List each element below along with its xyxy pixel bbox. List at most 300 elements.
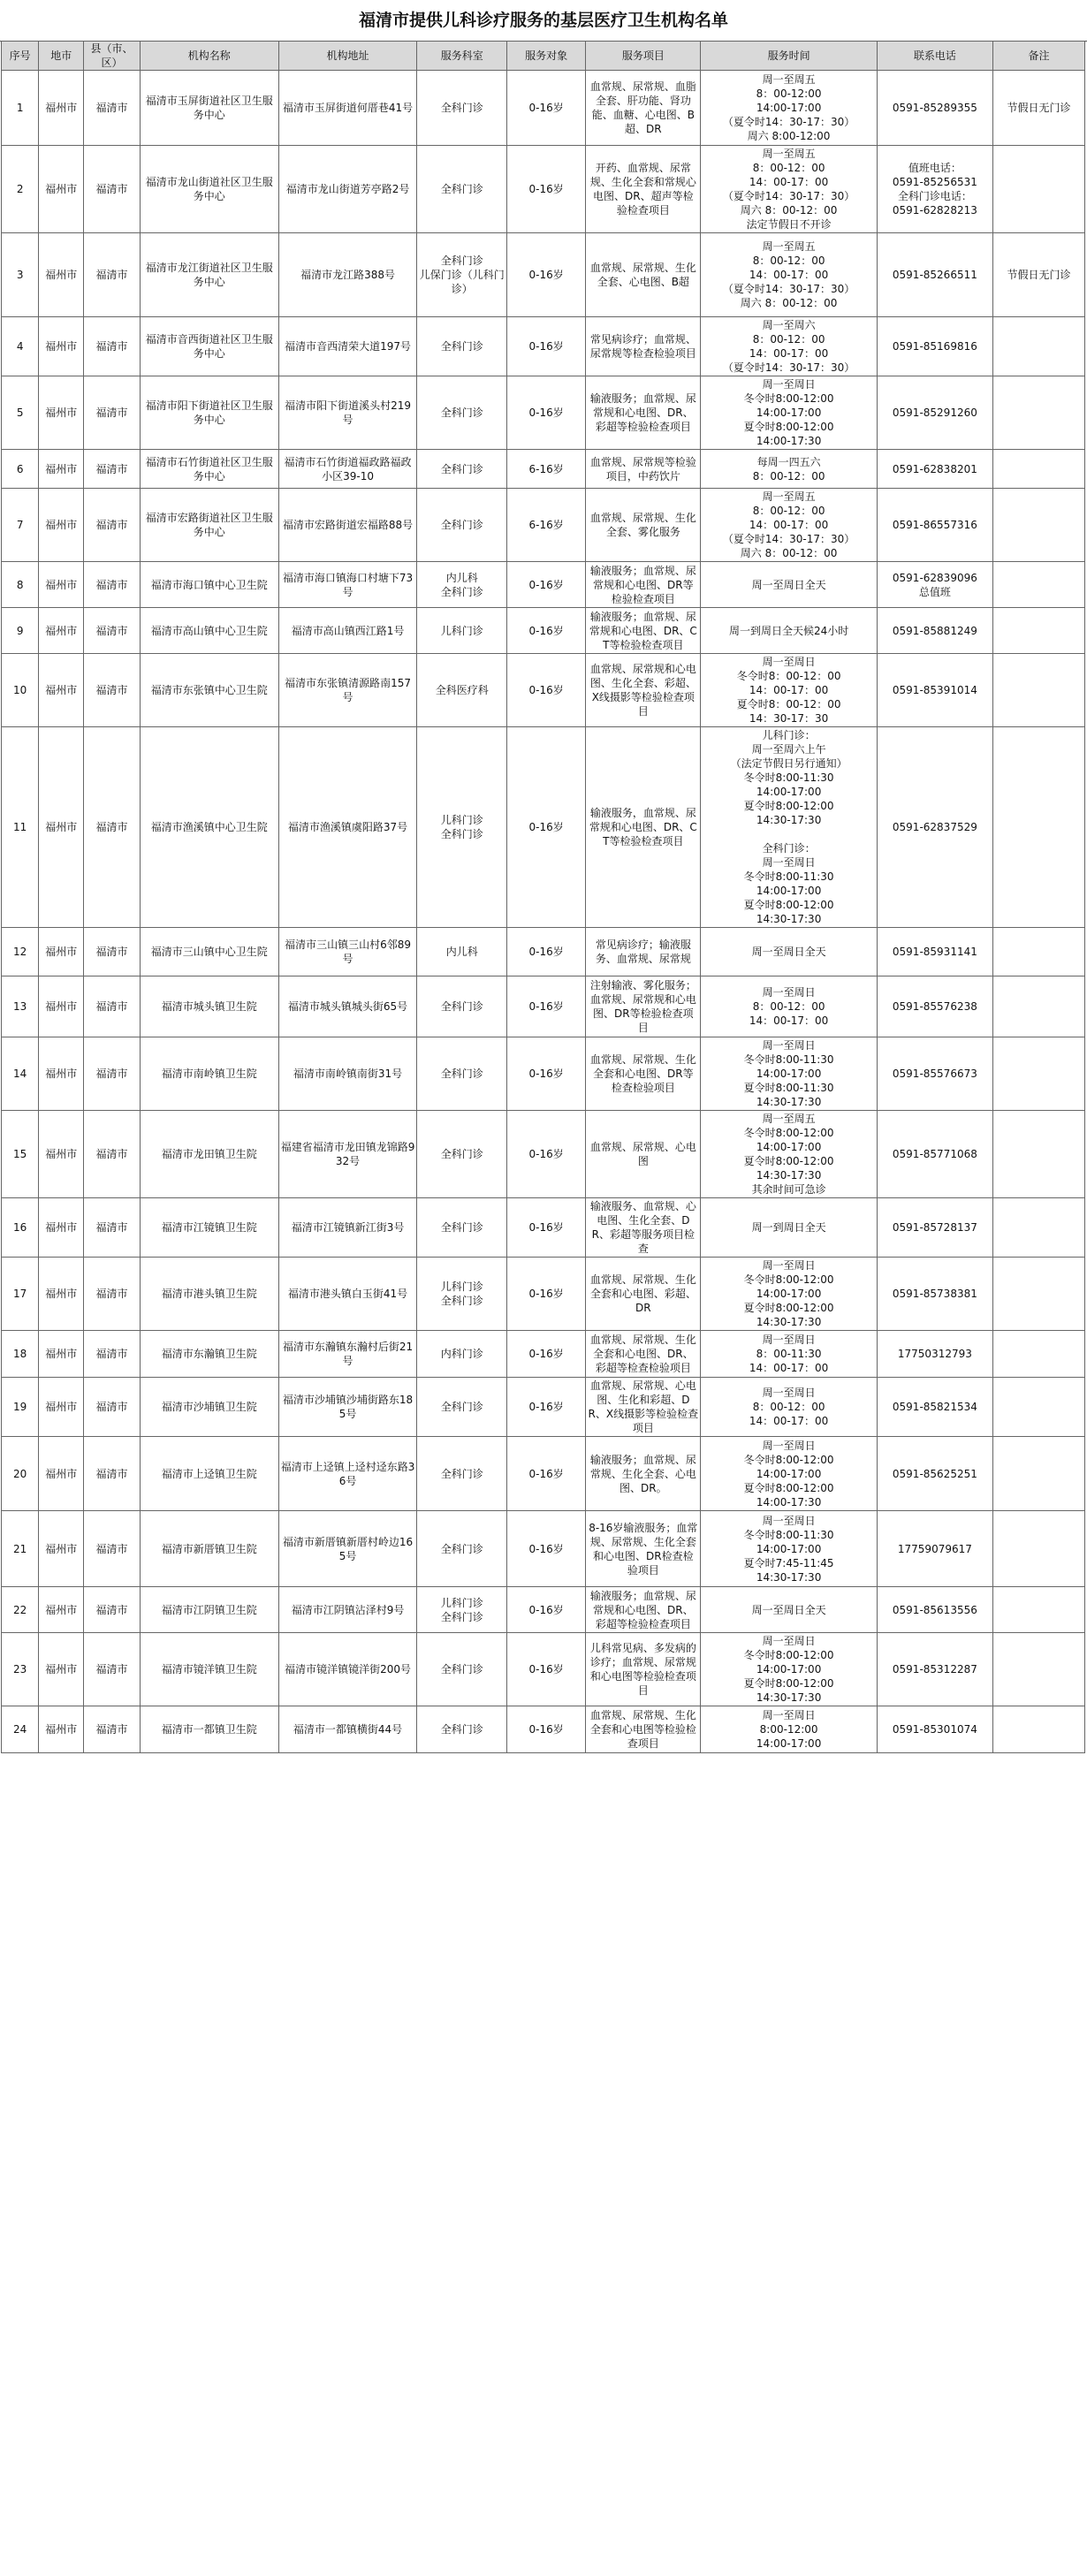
cell-county: 福清市 xyxy=(84,976,141,1037)
cell-no: 20 xyxy=(2,1437,39,1511)
cell-address: 福清市海口镇海口村塘下73号 xyxy=(278,562,417,608)
cell-phone: 0591-85738381 xyxy=(877,1258,992,1331)
cell-county: 福清市 xyxy=(84,1633,141,1706)
cell-dept: 全科门诊 xyxy=(417,1437,507,1511)
cell-target: 0-16岁 xyxy=(507,1437,586,1511)
cell-note xyxy=(993,1587,1085,1633)
table-row xyxy=(2,1198,1085,1258)
cell-city: 福州市 xyxy=(39,1587,84,1633)
cell-hours: 每周一四五六 8：00-12：00 xyxy=(701,450,877,489)
cell-county: 福清市 xyxy=(84,1037,141,1111)
cell-dept: 儿科门诊 xyxy=(417,608,507,654)
cell-name: 福清市港头镇卫生院 xyxy=(140,1258,278,1331)
cell-items: 血常规、尿常规、心电图、生化和彩超、DR、X线摄影等检验检查项目 xyxy=(586,1378,701,1437)
cell-note xyxy=(993,562,1085,608)
cell-items: 血常规、尿常规、生化全套、心电图、B超 xyxy=(586,233,701,317)
cell-note xyxy=(993,1037,1085,1111)
cell-address: 福清市音西清荣大道197号 xyxy=(278,317,417,376)
cell-address: 福清市三山镇三山村6邻89号 xyxy=(278,928,417,976)
cell-phone: 0591-85391014 xyxy=(877,654,992,727)
cell-hours: 周一至周日 冬令时8:00-12:00 14:00-17:00 夏令时8:00-12:00 14:00-17:30 xyxy=(701,376,877,450)
cell-city: 福州市 xyxy=(39,71,84,146)
cell-county: 福清市 xyxy=(84,71,141,146)
cell-county: 福清市 xyxy=(84,376,141,450)
cell-name: 福清市南岭镇卫生院 xyxy=(140,1037,278,1111)
cell-name: 福清市沙埔镇卫生院 xyxy=(140,1378,278,1437)
table-row xyxy=(2,233,1085,317)
cell-city: 福州市 xyxy=(39,1331,84,1378)
cell-phone: 0591-85771068 xyxy=(877,1111,992,1198)
cell-city: 福州市 xyxy=(39,1633,84,1706)
cell-hours: 周一至周日 冬令时8:00-12:00 14:00-17:00 夏令时8:00-12:00 14:30-17:30 xyxy=(701,1633,877,1706)
cell-no: 6 xyxy=(2,450,39,489)
cell-address: 福清市江镜镇新江街3号 xyxy=(278,1198,417,1258)
cell-note: 节假日无门诊 xyxy=(993,233,1085,317)
cell-dept: 全科门诊 xyxy=(417,146,507,233)
cell-target: 0-16岁 xyxy=(507,1037,586,1111)
cell-city: 福州市 xyxy=(39,317,84,376)
cell-county: 福清市 xyxy=(84,1331,141,1378)
cell-dept: 内儿科 xyxy=(417,928,507,976)
cell-dept: 全科门诊 xyxy=(417,1111,507,1198)
cell-phone: 0591-85931141 xyxy=(877,928,992,976)
table-row xyxy=(2,727,1085,928)
cell-name: 福清市江镜镇卫生院 xyxy=(140,1198,278,1258)
cell-target: 0-16岁 xyxy=(507,654,586,727)
cell-hours: 周一至周日 冬令时8：00-12：00 14：00-17：00 夏令时8：00-12：00 14：30-17：30 xyxy=(701,654,877,727)
cell-note xyxy=(993,1437,1085,1511)
cell-address: 福清市东瀚镇东瀚村后街21号 xyxy=(278,1331,417,1378)
table-row xyxy=(2,1511,1085,1587)
cell-target: 0-16岁 xyxy=(507,1111,586,1198)
cell-dept: 全科门诊 儿保门诊（儿科门诊） xyxy=(417,233,507,317)
cell-name: 福清市江阴镇卫生院 xyxy=(140,1587,278,1633)
cell-name: 福清市龙江街道社区卫生服务中心 xyxy=(140,233,278,317)
cell-dept: 全科门诊 xyxy=(417,71,507,146)
cell-phone: 值班电话： 0591-85256531 全科门诊电话： 0591-62828213 xyxy=(877,146,992,233)
table-row xyxy=(2,450,1085,489)
cell-phone: 0591-85291260 xyxy=(877,376,992,450)
cell-address: 福清市高山镇西江路1号 xyxy=(278,608,417,654)
cell-no: 9 xyxy=(2,608,39,654)
table-row xyxy=(2,1258,1085,1331)
cell-county: 福清市 xyxy=(84,1511,141,1587)
cell-phone: 0591-85312287 xyxy=(877,1633,992,1706)
cell-no: 13 xyxy=(2,976,39,1037)
cell-items: 输液服务；血常规、尿常规和心电图、DR、CT等检验检查项目 xyxy=(586,608,701,654)
cell-address: 福清市沙埔镇沙埔街路东185号 xyxy=(278,1378,417,1437)
cell-name: 福清市城头镇卫生院 xyxy=(140,976,278,1037)
cell-no: 12 xyxy=(2,928,39,976)
cell-hours: 周一至周日全天 xyxy=(701,928,877,976)
table-row xyxy=(2,317,1085,376)
cell-county: 福清市 xyxy=(84,489,141,562)
cell-address: 福清市渔溪镇虞阳路37号 xyxy=(278,727,417,928)
cell-target: 0-16岁 xyxy=(507,1587,586,1633)
cell-no: 1 xyxy=(2,71,39,146)
cell-note xyxy=(993,376,1085,450)
cell-dept: 全科门诊 xyxy=(417,1198,507,1258)
cell-note xyxy=(993,1378,1085,1437)
cell-address: 福清市一都镇横街44号 xyxy=(278,1706,417,1753)
cell-dept: 全科医疗科 xyxy=(417,654,507,727)
cell-items: 血常规、尿常规、心电图 xyxy=(586,1111,701,1198)
header-name: 机构名称 xyxy=(140,42,278,71)
cell-target: 6-16岁 xyxy=(507,489,586,562)
cell-phone: 0591-85881249 xyxy=(877,608,992,654)
table-row xyxy=(2,71,1085,146)
cell-items: 血常规、尿常规、生化全套和心电图、DR、彩超等检查检验项目 xyxy=(586,1331,701,1378)
table-row xyxy=(2,1437,1085,1511)
page-title: 福清市提供儿科诊疗服务的基层医疗卫生机构名单 xyxy=(0,0,1087,42)
header-phone: 联系电话 xyxy=(877,42,992,71)
cell-phone: 0591-85301074 xyxy=(877,1706,992,1753)
cell-city: 福州市 xyxy=(39,928,84,976)
cell-note xyxy=(993,976,1085,1037)
cell-items: 输液服务，血常规、尿常规和心电图、DR、CT等检验检查项目 xyxy=(586,727,701,928)
table-row xyxy=(2,1378,1085,1437)
cell-items: 血常规、尿常规等检验项目，中药饮片 xyxy=(586,450,701,489)
cell-phone: 0591-85728137 xyxy=(877,1198,992,1258)
cell-note: 节假日无门诊 xyxy=(993,71,1085,146)
cell-city: 福州市 xyxy=(39,654,84,727)
cell-city: 福州市 xyxy=(39,146,84,233)
cell-address: 福清市南岭镇南街31号 xyxy=(278,1037,417,1111)
cell-phone: 0591-85266511 xyxy=(877,233,992,317)
cell-target: 0-16岁 xyxy=(507,1198,586,1258)
cell-name: 福清市玉屏街道社区卫生服务中心 xyxy=(140,71,278,146)
cell-note xyxy=(993,608,1085,654)
cell-items: 血常规、尿常规、生化全套和心电图、DR等检查检验项目 xyxy=(586,1037,701,1111)
cell-city: 福州市 xyxy=(39,1258,84,1331)
cell-no: 8 xyxy=(2,562,39,608)
cell-city: 福州市 xyxy=(39,608,84,654)
cell-dept: 全科门诊 xyxy=(417,1633,507,1706)
cell-hours: 儿科门诊： 周一至周六上午 （法定节假日另行通知） 冬令时8:00-11:30 14:00-17:00 夏令时8:00-12:00 14:30-17:30 全科门诊： 周一至周日 冬令时8:00-11:30 14:00-17:00 夏令时8:00-12:00 14:30-17:30 xyxy=(701,727,877,928)
cell-no: 10 xyxy=(2,654,39,727)
cell-dept: 全科门诊 xyxy=(417,1706,507,1753)
table-row xyxy=(2,146,1085,233)
cell-name: 福清市上迳镇卫生院 xyxy=(140,1437,278,1511)
cell-items: 常见病诊疗；血常规、尿常规等检查检验项目 xyxy=(586,317,701,376)
cell-target: 0-16岁 xyxy=(507,146,586,233)
cell-items: 血常规、尿常规和心电图、生化全套、彩超、X线摄影等检验检查项目 xyxy=(586,654,701,727)
cell-address: 福清市城头镇城头街65号 xyxy=(278,976,417,1037)
cell-name: 福清市阳下街道社区卫生服务中心 xyxy=(140,376,278,450)
header-items: 服务项目 xyxy=(586,42,701,71)
cell-hours: 周一到周日全天候24小时 xyxy=(701,608,877,654)
cell-phone: 17759079617 xyxy=(877,1511,992,1587)
cell-phone: 17750312793 xyxy=(877,1331,992,1378)
cell-dept: 全科门诊 xyxy=(417,376,507,450)
header-row xyxy=(2,42,1085,71)
cell-phone: 0591-85576238 xyxy=(877,976,992,1037)
cell-county: 福清市 xyxy=(84,317,141,376)
cell-city: 福州市 xyxy=(39,1437,84,1511)
cell-address: 福清市港头镇白玉街41号 xyxy=(278,1258,417,1331)
header-county: 县（市、区） xyxy=(84,42,141,71)
cell-target: 0-16岁 xyxy=(507,1331,586,1378)
cell-county: 福清市 xyxy=(84,1587,141,1633)
cell-target: 0-16岁 xyxy=(507,1511,586,1587)
header-city: 地市 xyxy=(39,42,84,71)
cell-county: 福清市 xyxy=(84,146,141,233)
cell-hours: 周一至周日 8：00-11:30 14：00-17：00 xyxy=(701,1331,877,1378)
cell-dept: 儿科门诊 全科门诊 xyxy=(417,727,507,928)
cell-county: 福清市 xyxy=(84,1437,141,1511)
cell-name: 福清市新厝镇卫生院 xyxy=(140,1511,278,1587)
cell-phone: 0591-85613556 xyxy=(877,1587,992,1633)
cell-county: 福清市 xyxy=(84,1378,141,1437)
cell-items: 输液服务；血常规、尿常规和心电图、DR等检验检查项目 xyxy=(586,562,701,608)
cell-city: 福州市 xyxy=(39,976,84,1037)
cell-hours: 周一至周日 8：00-12：00 14：00-17：00 xyxy=(701,976,877,1037)
cell-no: 3 xyxy=(2,233,39,317)
cell-note xyxy=(993,1198,1085,1258)
table-row xyxy=(2,1037,1085,1111)
cell-target: 0-16岁 xyxy=(507,233,586,317)
cell-note xyxy=(993,317,1085,376)
cell-phone: 0591-85576673 xyxy=(877,1037,992,1111)
cell-county: 福清市 xyxy=(84,233,141,317)
cell-city: 福州市 xyxy=(39,450,84,489)
cell-no: 24 xyxy=(2,1706,39,1753)
table-row xyxy=(2,376,1085,450)
cell-dept: 全科门诊 xyxy=(417,450,507,489)
cell-county: 福清市 xyxy=(84,1706,141,1753)
cell-address: 福清市阳下街道溪头村219号 xyxy=(278,376,417,450)
cell-note xyxy=(993,1258,1085,1331)
table-row xyxy=(2,608,1085,654)
cell-county: 福清市 xyxy=(84,1258,141,1331)
cell-dept: 全科门诊 xyxy=(417,1037,507,1111)
cell-hours: 周一至周五 8：00-12：00 14：00-17：00 （夏令时14：30-17：30） 周六 8：00-12：00 xyxy=(701,489,877,562)
cell-name: 福清市东张镇中心卫生院 xyxy=(140,654,278,727)
cell-address: 福清市新厝镇新厝村岭边165号 xyxy=(278,1511,417,1587)
cell-name: 福清市海口镇中心卫生院 xyxy=(140,562,278,608)
cell-note xyxy=(993,450,1085,489)
cell-no: 18 xyxy=(2,1331,39,1378)
cell-items: 输液服务；血常规、尿常规和心电图、DR、彩超等检验检查项目 xyxy=(586,1587,701,1633)
table-row xyxy=(2,928,1085,976)
cell-name: 福清市镜洋镇卫生院 xyxy=(140,1633,278,1706)
cell-hours: 周一至周日全天 xyxy=(701,1587,877,1633)
cell-name: 福清市龙田镇卫生院 xyxy=(140,1111,278,1198)
table-row xyxy=(2,1633,1085,1706)
cell-dept: 儿科门诊 全科门诊 xyxy=(417,1258,507,1331)
cell-dept: 全科门诊 xyxy=(417,489,507,562)
cell-hours: 周一至周日 冬令时8:00-11:30 14:00-17:00 夏令时8:00-11:30 14:30-17:30 xyxy=(701,1037,877,1111)
cell-no: 19 xyxy=(2,1378,39,1437)
cell-phone: 0591-85169816 xyxy=(877,317,992,376)
cell-dept: 内科门诊 xyxy=(417,1331,507,1378)
cell-county: 福清市 xyxy=(84,928,141,976)
cell-note xyxy=(993,489,1085,562)
cell-items: 注射输液、雾化服务；血常规、尿常规和心电图、DR等检验检查项目 xyxy=(586,976,701,1037)
cell-no: 11 xyxy=(2,727,39,928)
cell-note xyxy=(993,146,1085,233)
cell-name: 福清市音西街道社区卫生服务中心 xyxy=(140,317,278,376)
cell-note xyxy=(993,1511,1085,1587)
cell-dept: 全科门诊 xyxy=(417,317,507,376)
cell-target: 0-16岁 xyxy=(507,562,586,608)
cell-hours: 周一至周日全天 xyxy=(701,562,877,608)
cell-hours: 周一至周日 冬令时8:00-12:00 14:00-17:00 夏令时8:00-12:00 14:00-17:30 xyxy=(701,1437,877,1511)
cell-dept: 内儿科 全科门诊 xyxy=(417,562,507,608)
cell-county: 福清市 xyxy=(84,654,141,727)
cell-target: 0-16岁 xyxy=(507,1258,586,1331)
cell-phone: 0591-85625251 xyxy=(877,1437,992,1511)
cell-no: 7 xyxy=(2,489,39,562)
cell-items: 输液服务；血常规、尿常规和心电图、DR、彩超等检验检查项目 xyxy=(586,376,701,450)
header-hours: 服务时间 xyxy=(701,42,877,71)
cell-city: 福州市 xyxy=(39,1706,84,1753)
cell-phone: 0591-85821534 xyxy=(877,1378,992,1437)
cell-city: 福州市 xyxy=(39,1378,84,1437)
cell-county: 福清市 xyxy=(84,727,141,928)
cell-no: 22 xyxy=(2,1587,39,1633)
cell-city: 福州市 xyxy=(39,1037,84,1111)
cell-address: 福清市龙江路388号 xyxy=(278,233,417,317)
cell-city: 福州市 xyxy=(39,562,84,608)
cell-note xyxy=(993,727,1085,928)
cell-note xyxy=(993,928,1085,976)
cell-no: 4 xyxy=(2,317,39,376)
cell-address: 福清市江阴镇沾泽村9号 xyxy=(278,1587,417,1633)
cell-no: 17 xyxy=(2,1258,39,1331)
table-row xyxy=(2,562,1085,608)
cell-hours: 周一至周六 8：00-12：00 14：00-17：00 （夏令时14：30-17：30） xyxy=(701,317,877,376)
cell-no: 21 xyxy=(2,1511,39,1587)
cell-city: 福州市 xyxy=(39,1111,84,1198)
cell-county: 福清市 xyxy=(84,1198,141,1258)
cell-hours: 周一至周五 冬令时8:00-12:00 14:00-17:00 夏令时8:00-12:00 14:30-17:30 其余时间可急诊 xyxy=(701,1111,877,1198)
cell-address: 福清市东张镇清源路南157号 xyxy=(278,654,417,727)
cell-name: 福清市一都镇卫生院 xyxy=(140,1706,278,1753)
cell-dept: 儿科门诊 全科门诊 xyxy=(417,1587,507,1633)
cell-target: 0-16岁 xyxy=(507,1378,586,1437)
cell-address: 福清市宏路街道宏福路88号 xyxy=(278,489,417,562)
cell-city: 福州市 xyxy=(39,233,84,317)
cell-target: 0-16岁 xyxy=(507,1633,586,1706)
cell-hours: 周一到周日全天 xyxy=(701,1198,877,1258)
cell-address: 福清市镜洋镇镜洋街200号 xyxy=(278,1633,417,1706)
cell-hours: 周一至周日 冬令时8:00-11:30 14:00-17:00 夏令时7:45-11:45 14:30-17:30 xyxy=(701,1511,877,1587)
cell-no: 15 xyxy=(2,1111,39,1198)
cell-hours: 周一至周日 冬令时8:00-12:00 14:00-17:00 夏令时8:00-12:00 14:30-17:30 xyxy=(701,1258,877,1331)
cell-name: 福清市渔溪镇中心卫生院 xyxy=(140,727,278,928)
table-row xyxy=(2,976,1085,1037)
cell-city: 福州市 xyxy=(39,1198,84,1258)
cell-city: 福州市 xyxy=(39,1511,84,1587)
cell-dept: 全科门诊 xyxy=(417,1378,507,1437)
cell-items: 血常规、尿常规、血脂全套、肝功能、肾功能、血糖、心电图、B超、DR xyxy=(586,71,701,146)
cell-hours: 周一至周日 8:00-12:00 14:00-17:00 xyxy=(701,1706,877,1753)
cell-dept: 全科门诊 xyxy=(417,1511,507,1587)
cell-county: 福清市 xyxy=(84,562,141,608)
table-row xyxy=(2,1587,1085,1633)
table-row xyxy=(2,654,1085,727)
cell-address: 福清市玉屏街道何厝巷41号 xyxy=(278,71,417,146)
cell-address: 福清市龙山街道芳亭路2号 xyxy=(278,146,417,233)
header-no: 序号 xyxy=(2,42,39,71)
cell-note xyxy=(993,654,1085,727)
cell-name: 福清市高山镇中心卫生院 xyxy=(140,608,278,654)
cell-name: 福清市宏路街道社区卫生服务中心 xyxy=(140,489,278,562)
cell-county: 福清市 xyxy=(84,1111,141,1198)
cell-items: 血常规、尿常规、生化全套和心电图等检验检查项目 xyxy=(586,1706,701,1753)
cell-city: 福州市 xyxy=(39,727,84,928)
cell-name: 福清市石竹街道社区卫生服务中心 xyxy=(140,450,278,489)
cell-items: 8-16岁输液服务；血常规、尿常规、生化全套和心电图、DR检查检验项目 xyxy=(586,1511,701,1587)
cell-no: 5 xyxy=(2,376,39,450)
cell-dept: 全科门诊 xyxy=(417,976,507,1037)
cell-hours: 周一至周五 8：00-12:00 14:00-17:00 （夏令时14：30-17：30） 周六 8:00-12:00 xyxy=(701,71,877,146)
cell-target: 0-16岁 xyxy=(507,976,586,1037)
cell-target: 0-16岁 xyxy=(507,727,586,928)
cell-hours: 周一至周五 8：00-12：00 14：00-17：00 （夏令时14：30-17：30） 周六 8：00-12：00 法定节假日不开诊 xyxy=(701,146,877,233)
cell-note xyxy=(993,1706,1085,1753)
cell-note xyxy=(993,1111,1085,1198)
header-target: 服务对象 xyxy=(507,42,586,71)
cell-no: 23 xyxy=(2,1633,39,1706)
cell-items: 输液服务；血常规、尿常规、生化全套、心电图、DR。 xyxy=(586,1437,701,1511)
cell-no: 16 xyxy=(2,1198,39,1258)
table-row xyxy=(2,1706,1085,1753)
cell-target: 0-16岁 xyxy=(507,376,586,450)
cell-target: 6-16岁 xyxy=(507,450,586,489)
cell-address: 福清市上迳镇上迳村迳东路36号 xyxy=(278,1437,417,1511)
cell-phone: 0591-85289355 xyxy=(877,71,992,146)
cell-city: 福州市 xyxy=(39,489,84,562)
cell-city: 福州市 xyxy=(39,376,84,450)
cell-hours: 周一至周五 8：00-12：00 14：00-17：00 （夏令时14：30-17：30） 周六 8：00-12：00 xyxy=(701,233,877,317)
cell-target: 0-16岁 xyxy=(507,608,586,654)
cell-phone: 0591-62838201 xyxy=(877,450,992,489)
cell-items: 儿科常见病、多发病的诊疗；血常规、尿常规和心电图等检验检查项目 xyxy=(586,1633,701,1706)
table-row xyxy=(2,1111,1085,1198)
cell-items: 开药、血常规、尿常规、生化全套和常规心电图、DR、超声等检验检查项目 xyxy=(586,146,701,233)
header-address: 机构地址 xyxy=(278,42,417,71)
table-row xyxy=(2,489,1085,562)
cell-address: 福建省福清市龙田镇龙锦路932号 xyxy=(278,1111,417,1198)
cell-items: 血常规、尿常规、生化全套、雾化服务 xyxy=(586,489,701,562)
table-row xyxy=(2,1331,1085,1378)
cell-county: 福清市 xyxy=(84,608,141,654)
cell-county: 福清市 xyxy=(84,450,141,489)
cell-items: 输液服务、血常规、心电图、生化全套、DR、彩超等服务项目检查 xyxy=(586,1198,701,1258)
cell-items: 血常规、尿常规、生化全套和心电图、彩超、DR xyxy=(586,1258,701,1331)
cell-name: 福清市三山镇中心卫生院 xyxy=(140,928,278,976)
cell-no: 14 xyxy=(2,1037,39,1111)
cell-target: 0-16岁 xyxy=(507,1706,586,1753)
cell-target: 0-16岁 xyxy=(507,71,586,146)
cell-phone: 0591-62837529 xyxy=(877,727,992,928)
institution-table xyxy=(1,41,1085,1753)
cell-items: 常见病诊疗；输液服务、血常规、尿常规 xyxy=(586,928,701,976)
cell-target: 0-16岁 xyxy=(507,928,586,976)
cell-name: 福清市龙山街道社区卫生服务中心 xyxy=(140,146,278,233)
cell-name: 福清市东瀚镇卫生院 xyxy=(140,1331,278,1378)
cell-phone: 0591-86557316 xyxy=(877,489,992,562)
cell-no: 2 xyxy=(2,146,39,233)
table-body xyxy=(2,71,1085,1753)
cell-hours: 周一至周日 8：00-12：00 14：00-17：00 xyxy=(701,1378,877,1437)
cell-address: 福清市石竹街道福政路福政小区39-10 xyxy=(278,450,417,489)
cell-phone: 0591-62839096 总值班 xyxy=(877,562,992,608)
cell-note xyxy=(993,1633,1085,1706)
cell-target: 0-16岁 xyxy=(507,317,586,376)
